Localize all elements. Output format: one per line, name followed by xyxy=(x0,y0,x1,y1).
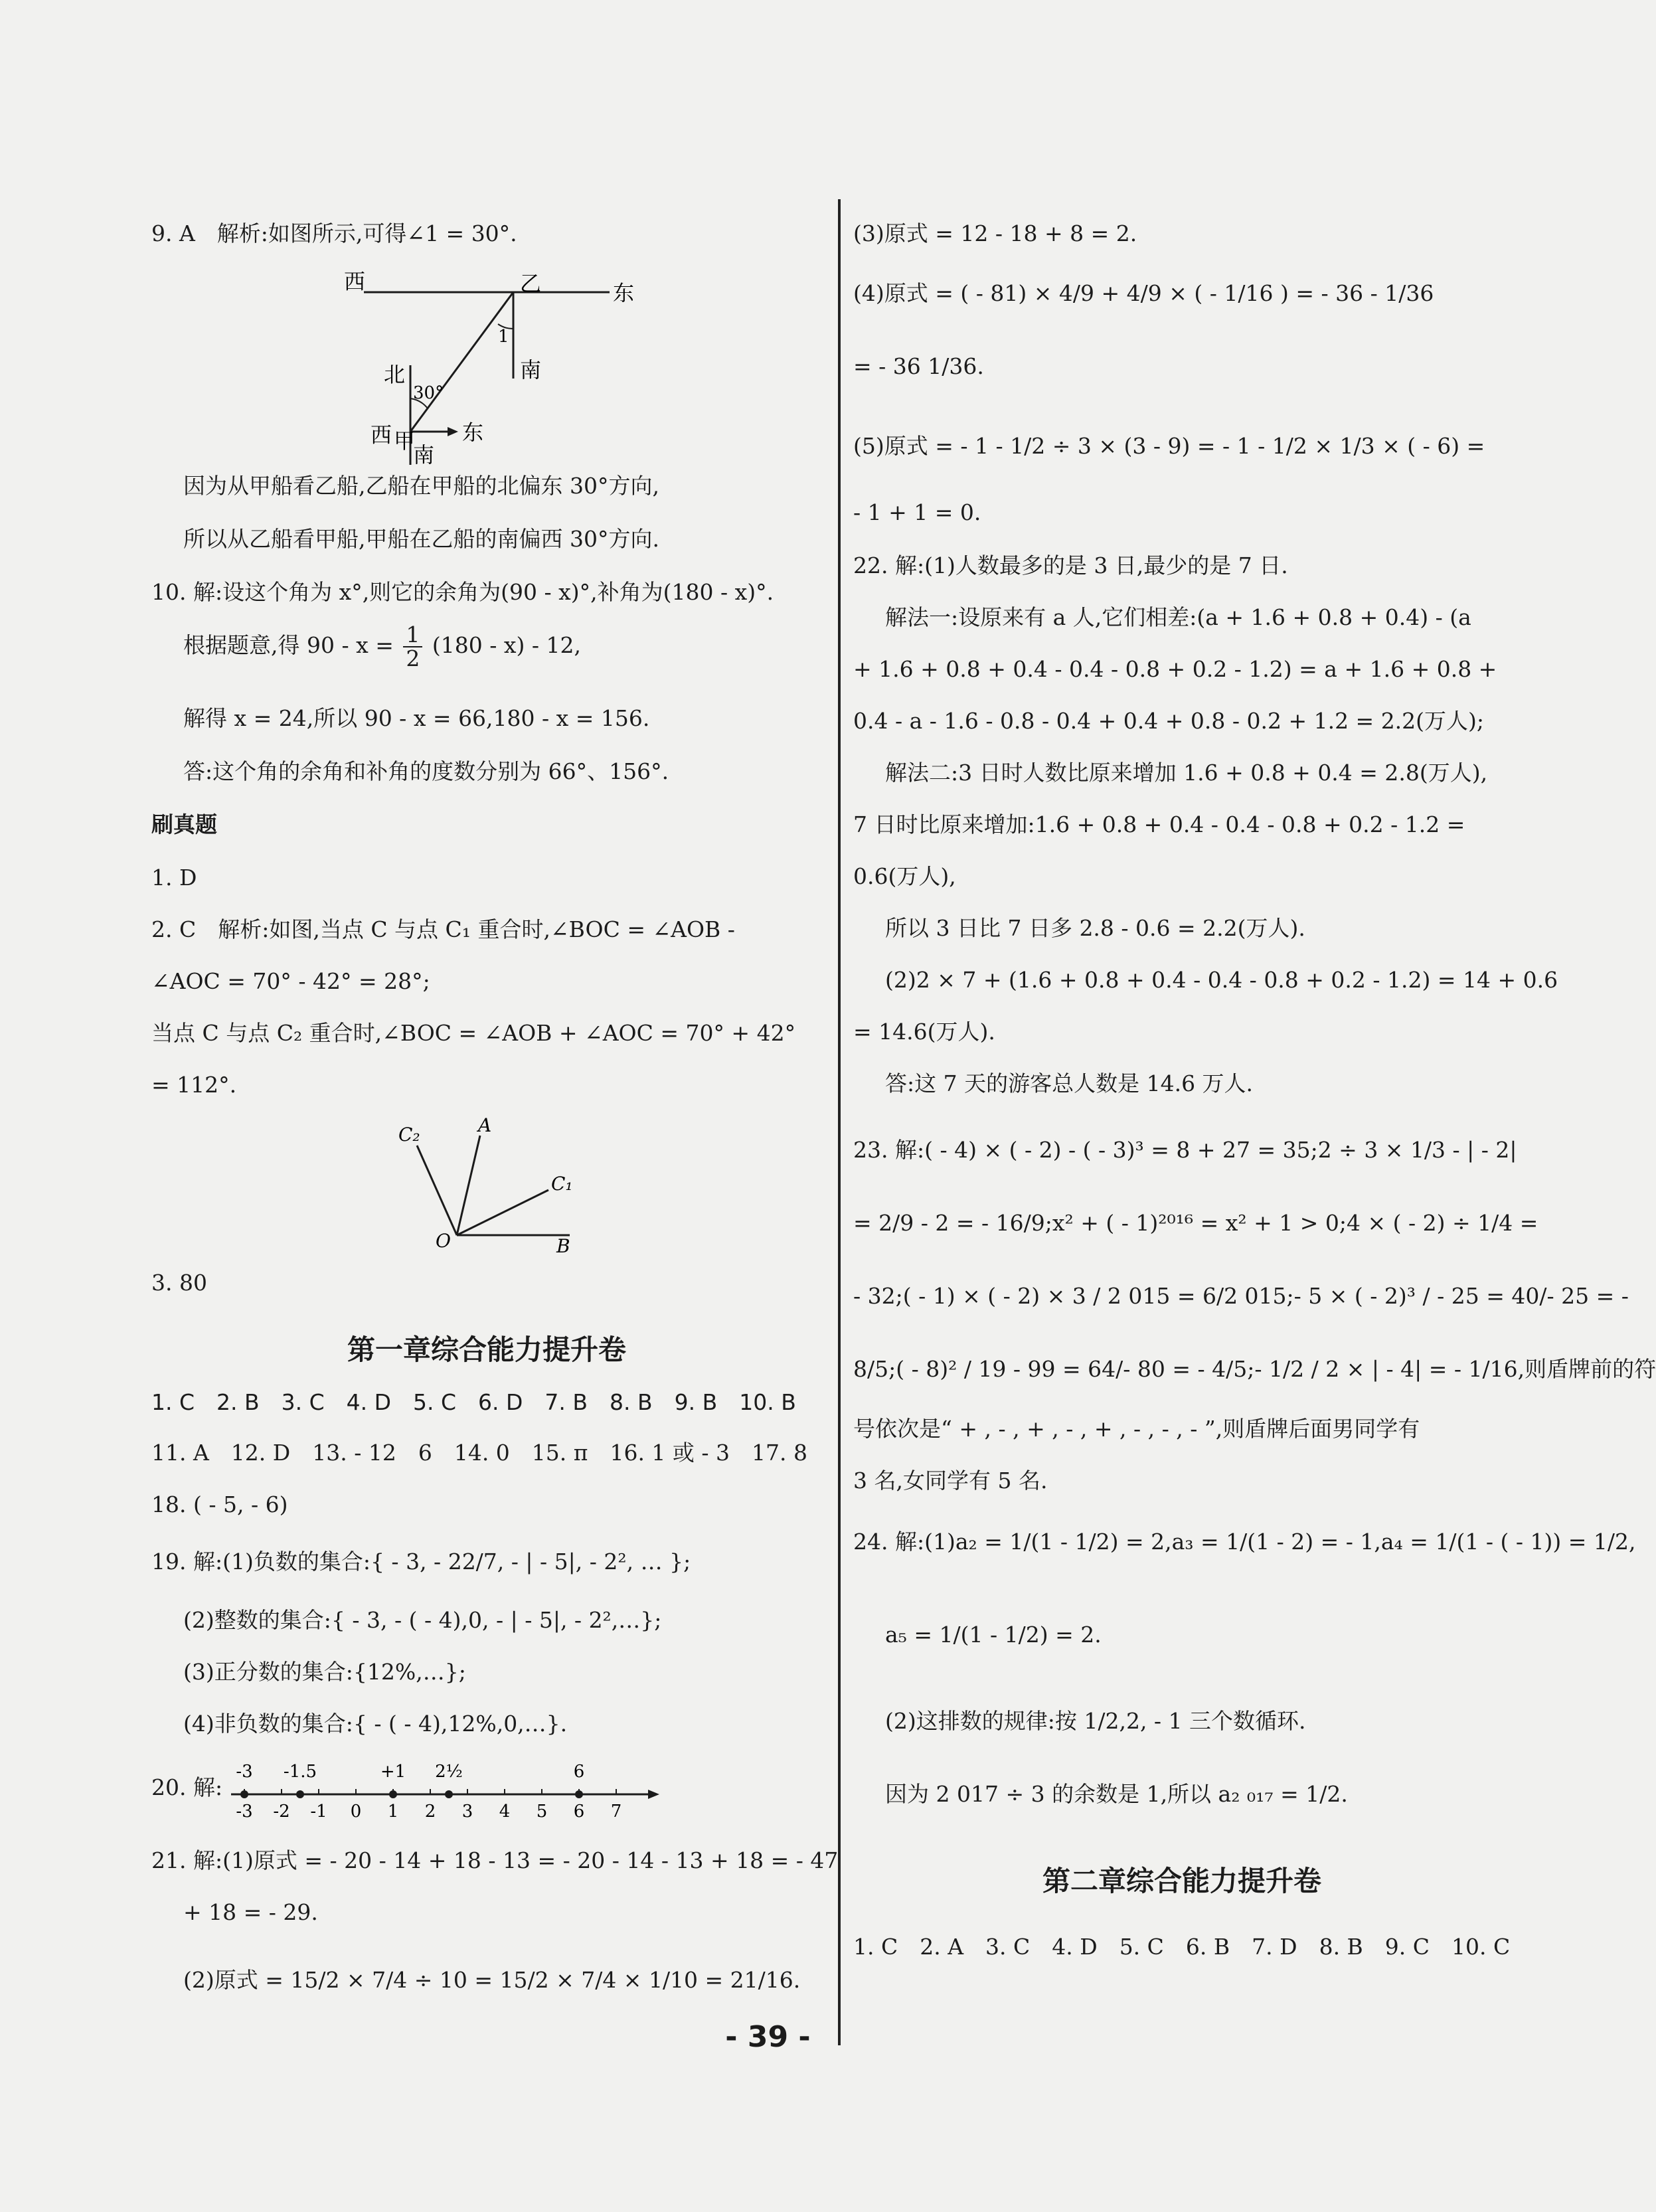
r-line-6: 22. 解:(1)人数最多的是 3 日,最少的是 7 日. xyxy=(853,553,1288,578)
west-bottom-label: 西 xyxy=(371,422,392,448)
real-q2-line-2: ∠AOC = 70° - 42° = 28°; xyxy=(151,968,430,994)
fraction-half: $\frac{1}{2}$ xyxy=(403,624,422,670)
column-divider xyxy=(838,199,841,2045)
r-line-16: 答:这 7 天的游客总人数是 14.6 万人. xyxy=(885,1070,1254,1096)
r-line-20: 8/5;( - 8)² / 19 - 99 = 64/- 80 = - 4/5;- 1/2 / 2 × | - 4| = - 1/16,则盾牌前的符 xyxy=(853,1356,1656,1382)
number-line-point-label: -1.5 xyxy=(283,1762,317,1782)
number-line-tick-label: 2 xyxy=(424,1802,436,1822)
c2-label: C₂ xyxy=(398,1124,420,1146)
q10-line: 10. 解:设这个角为 x°,则它的余角为(90 - x)°,补角为(180 - x)°. xyxy=(151,579,774,605)
number-line-point-label: 2½ xyxy=(435,1762,463,1782)
number-line-tick-label: -1 xyxy=(310,1802,327,1822)
q10-line-3: 解得 x = 24,所以 90 - x = 66,180 - x = 156. xyxy=(183,705,650,731)
a-label: A xyxy=(478,1114,492,1136)
south-bottom-label: 南 xyxy=(413,442,435,468)
number-line-point-label: +1 xyxy=(380,1762,406,1782)
number-line-tick-label: 6 xyxy=(573,1802,585,1822)
r-line-4: (5)原式 = - 1 - 1/2 ÷ 3 × (3 - 9) = - 1 - 1/2 × 1/3 × ( - 6) = xyxy=(853,433,1485,459)
r-line-19: - 32;( - 1) × ( - 2) × 3 / 2 015 = 6/2 015;- 5 × ( - 2)³ / - 25 = 40/- 25 = - xyxy=(853,1283,1629,1309)
r-line-23: 24. 解:(1)a₂ = 1/(1 - 1/2) = 2,a₃ = 1/(1 - 2) = - 1,a₄ = 1/(1 - ( - 1)) = 1/2, xyxy=(853,1529,1636,1555)
number-line-point-label: 6 xyxy=(573,1762,585,1782)
real-q3: 3. 80 xyxy=(151,1270,207,1296)
q19-line-2: (2)整数的集合:{ - 3, - ( - 4),0, - | - 5|, - 2²,…}; xyxy=(183,1607,662,1633)
real-q1: 1. D xyxy=(151,865,197,891)
q19-line-1: 19. 解:(1)负数的集合:{ - 3, - 22/7, - | - 5|, - 2², … }; xyxy=(151,1549,691,1574)
south-right-label: 南 xyxy=(520,357,542,383)
r-line-2: (4)原式 = ( - 81) × 4/9 + 4/9 × ( - 1/16 ) = - 36 - 1/36 xyxy=(853,280,1434,306)
b-label: B xyxy=(556,1235,570,1257)
r-line-18: = 2/9 - 2 = - 16/9;x² + ( - 1)²⁰¹⁶ = x² + 1 > 0;4 × ( - 2) ÷ 1/4 = xyxy=(853,1210,1538,1236)
number-line xyxy=(224,1753,689,1826)
r-line-25: (2)这排数的规律:按 1/2,2, - 1 三个数循环. xyxy=(885,1708,1306,1734)
number-line-point xyxy=(296,1790,304,1798)
q9-line: 9. A 解析:如图所示,可得∠1 = 30°. xyxy=(151,220,517,246)
section-heading-real: 刷真题 xyxy=(151,811,217,837)
number-line-tick-label: 5 xyxy=(536,1802,548,1822)
r-line-7: 解法一:设原来有 a 人,它们相差:(a + 1.6 + 0.8 + 0.4) - (a xyxy=(885,604,1471,630)
r-line-14: (2)2 × 7 + (1.6 + 0.8 + 0.4 - 0.4 - 0.8 + 0.2 - 1.2) = 14 + 0.6 xyxy=(885,967,1558,993)
q21-line-1: 21. 解:(1)原式 = - 20 - 14 + 18 - 13 = - 20 - 14 - 13 + 18 = - 47 xyxy=(151,1847,839,1873)
angle-figure xyxy=(397,1116,596,1262)
chapter-2-answers: 1. C 2. A 3. C 4. D 5. C 6. B 7. D 8. B 9. C 10. C xyxy=(853,1934,1511,1960)
chapter-1-title: 第一章综合能力提升卷 xyxy=(347,1333,626,1366)
r-line-10: 解法二:3 日时人数比原来增加 1.6 + 0.8 + 0.4 = 2.8(万人), xyxy=(885,760,1488,786)
number-line-point xyxy=(445,1790,453,1798)
q20-line: 20. 解: xyxy=(151,1774,223,1800)
real-q2: 2. C 解析:如图,当点 C 与点 C₁ 重合时,∠BOC = ∠AOB - xyxy=(151,916,735,942)
q21-line-3: (2)原式 = 15/2 × 7/4 ÷ 10 = 15/2 × 7/4 × 1/10 = 21/16. xyxy=(183,1967,801,1993)
r-line-1: (3)原式 = 12 - 18 + 8 = 2. xyxy=(853,220,1137,246)
answers-11-17: 11. A 12. D 13. - 12 6 14. 0 15. π 16. 1 或 - 3 17. 8 xyxy=(151,1440,808,1466)
number-line-tick-label: 3 xyxy=(461,1802,473,1822)
r-line-21: 号依次是“ + , - , + , - , + , - , - , - ”,则盾牌后面男同学有 xyxy=(853,1416,1420,1442)
r-line-24: a₅ = 1/(1 - 1/2) = 2. xyxy=(885,1622,1102,1648)
q9-line-3: 所以从乙船看甲船,甲船在乙船的南偏西 30°方向. xyxy=(183,526,659,552)
r-line-12: 0.6(万人), xyxy=(853,863,956,889)
q9-line-2: 因为从甲船看乙船,乙船在甲船的北偏东 30°方向, xyxy=(183,473,659,499)
number-line-point xyxy=(389,1790,397,1798)
r-line-15: = 14.6(万人). xyxy=(853,1019,995,1045)
number-line-tick-label: -2 xyxy=(273,1802,290,1822)
r-line-9: 0.4 - a - 1.6 - 0.8 - 0.4 + 0.4 + 0.8 - 0.2 + 1.2 = 2.2(万人); xyxy=(853,708,1485,734)
angle-1-label: 1 xyxy=(498,327,509,347)
north-label: 北 xyxy=(384,362,406,387)
jia-label: 甲 xyxy=(394,428,416,454)
q19-line-3: (3)正分数的集合:{12%,…}; xyxy=(183,1659,466,1685)
west-top-label: 西 xyxy=(344,269,366,294)
answers-1-10: 1. C 2. B 3. C 4. D 5. C 6. D 7. B 8. B 9. B 10. B xyxy=(151,1389,796,1415)
real-q2-line-3: 当点 C 与点 C₂ 重合时,∠BOC = ∠AOB + ∠AOC = 70° + 42° xyxy=(151,1020,796,1046)
number-line-arrow xyxy=(648,1790,659,1799)
real-q2-line-4: = 112°. xyxy=(151,1072,237,1098)
yi-label: 乙 xyxy=(520,271,542,296)
angle-30-label: 30° xyxy=(413,383,444,403)
q21-line-2: + 18 = - 29. xyxy=(183,1899,318,1925)
r-line-3: = - 36 1/36. xyxy=(853,353,984,379)
number-line-tick-label: 4 xyxy=(499,1802,511,1822)
number-line-tick-label: 7 xyxy=(610,1802,622,1822)
chapter-2-title: 第二章综合能力提升卷 xyxy=(1042,1865,1321,1897)
r-line-26: 因为 2 017 ÷ 3 的余数是 1,所以 a₂ ₀₁₇ = 1/2. xyxy=(885,1781,1348,1807)
number-line-point xyxy=(240,1790,248,1798)
r-line-22: 3 名,女同学有 5 名. xyxy=(853,1468,1048,1493)
c1-label: C₁ xyxy=(551,1173,573,1195)
number-line-point-label: -3 xyxy=(236,1762,253,1782)
r-line-5: - 1 + 1 = 0. xyxy=(853,499,981,525)
number-line-point xyxy=(575,1790,583,1798)
r-line-17: 23. 解:( - 4) × ( - 2) - ( - 3)³ = 8 + 27 = 35;2 ÷ 3 × 1/3 - | - 2| xyxy=(853,1137,1517,1163)
o-label: O xyxy=(436,1230,451,1252)
r-line-11: 7 日时比原来增加:1.6 + 0.8 + 0.4 - 0.4 - 0.8 + 0.2 - 1.2 = xyxy=(853,811,1465,837)
r-line-13: 所以 3 日比 7 日多 2.8 - 0.6 = 2.2(万人). xyxy=(885,915,1305,941)
number-line-tick-label: -3 xyxy=(236,1802,253,1822)
q10-line-2: 根据题意,得 90 - x = $\frac{1}{2}$ (180 - x) - 12, xyxy=(183,622,581,671)
answer-18: 18. ( - 5, - 6) xyxy=(151,1491,288,1517)
page-number: - 39 - xyxy=(725,2020,811,2054)
east-top-label: 东 xyxy=(613,280,635,305)
q19-line-4: (4)非负数的集合:{ - ( - 4),12%,0,…}. xyxy=(183,1711,568,1737)
r-line-8: + 1.6 + 0.8 + 0.4 - 0.4 - 0.8 + 0.2 - 1.2) = a + 1.6 + 0.8 + xyxy=(853,656,1497,682)
number-line-tick-label: 1 xyxy=(387,1802,399,1822)
east-bottom-label: 东 xyxy=(462,420,484,445)
number-line-tick-label: 0 xyxy=(350,1802,362,1822)
q10-line-4: 答:这个角的余角和补角的度数分别为 66°、156°. xyxy=(183,758,669,784)
direction-figure xyxy=(344,266,636,468)
